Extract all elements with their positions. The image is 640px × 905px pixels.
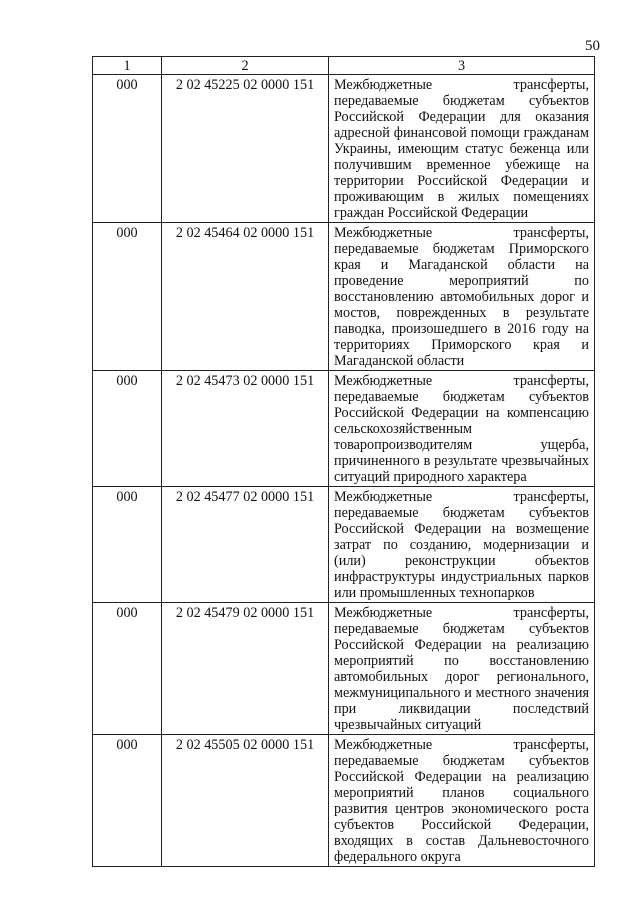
admin-code-cell: 000 — [93, 735, 162, 867]
admin-code-cell: 000 — [93, 371, 162, 487]
table-row — [93, 223, 595, 371]
income-name-cell: Межбюджетные трансферты, передаваемые бюджетам субъектов Российской Федерации на реализацию мероприятий по восстановлению автомобильных дорог регионального, межмуниципального и местного значения при ликвидации последствий чрезвычайных ситуаций — [329, 603, 595, 735]
kbk-code-cell: 2 02 45473 02 0000 151 — [162, 371, 329, 487]
kbk-code-cell: 2 02 45464 02 0000 151 — [162, 223, 329, 371]
admin-code-cell: 000 — [93, 223, 162, 371]
column-header-3: 3 — [329, 57, 595, 75]
page-number: 50 — [585, 38, 600, 54]
table-row — [93, 487, 595, 603]
kbk-code-cell: 2 02 45479 02 0000 151 — [162, 603, 329, 735]
income-name-cell: Межбюджетные трансферты, передаваемые бюджетам субъектов Российской Федерации для оказания адресной финансовой помощи гражданам Украины, имеющим статус беженца или получившим временное убежище на территории Российской Федерации и проживающим в жилых помещениях граждан Российской Федерации — [329, 75, 595, 223]
table-header-row — [93, 57, 595, 75]
budget-classification-table — [92, 56, 595, 867]
income-name-cell: Межбюджетные трансферты, передаваемые бюджетам Приморского края и Магаданской области на проведение мероприятий по восстановлению автомобильных дорог и мостов, поврежденных в результате паводка, произошедшего в 2016 году на территориях Приморского края и Магаданской области — [329, 223, 595, 371]
income-name-cell: Межбюджетные трансферты, передаваемые бюджетам субъектов Российской Федерации на возмещение затрат по созданию, модернизации и (или) реконструкции объектов инфраструктуры индустриальных парков или промышленных технопарков — [329, 487, 595, 603]
table-row — [93, 735, 595, 867]
kbk-code-cell: 2 02 45477 02 0000 151 — [162, 487, 329, 603]
column-header-2: 2 — [162, 57, 329, 75]
table-row — [93, 603, 595, 735]
admin-code-cell: 000 — [93, 75, 162, 223]
kbk-code-cell: 2 02 45505 02 0000 151 — [162, 735, 329, 867]
income-name-cell: Межбюджетные трансферты, передаваемые бюджетам субъектов Российской Федерации на реализацию мероприятий планов социального развития центров экономического роста субъектов Российской Федерации, входящих в состав Дальневосточного федерального округа — [329, 735, 595, 867]
income-name-cell: Межбюджетные трансферты, передаваемые бюджетам субъектов Российской Федерации на компенсацию сельскохозяйственным товаропроизводителям ущерба, причиненного в результате чрезвычайных ситуаций природного характера — [329, 371, 595, 487]
kbk-code-cell: 2 02 45225 02 0000 151 — [162, 75, 329, 223]
table-row — [93, 75, 595, 223]
table-row — [93, 371, 595, 487]
admin-code-cell: 000 — [93, 487, 162, 603]
column-header-1: 1 — [93, 57, 162, 75]
admin-code-cell: 000 — [93, 603, 162, 735]
